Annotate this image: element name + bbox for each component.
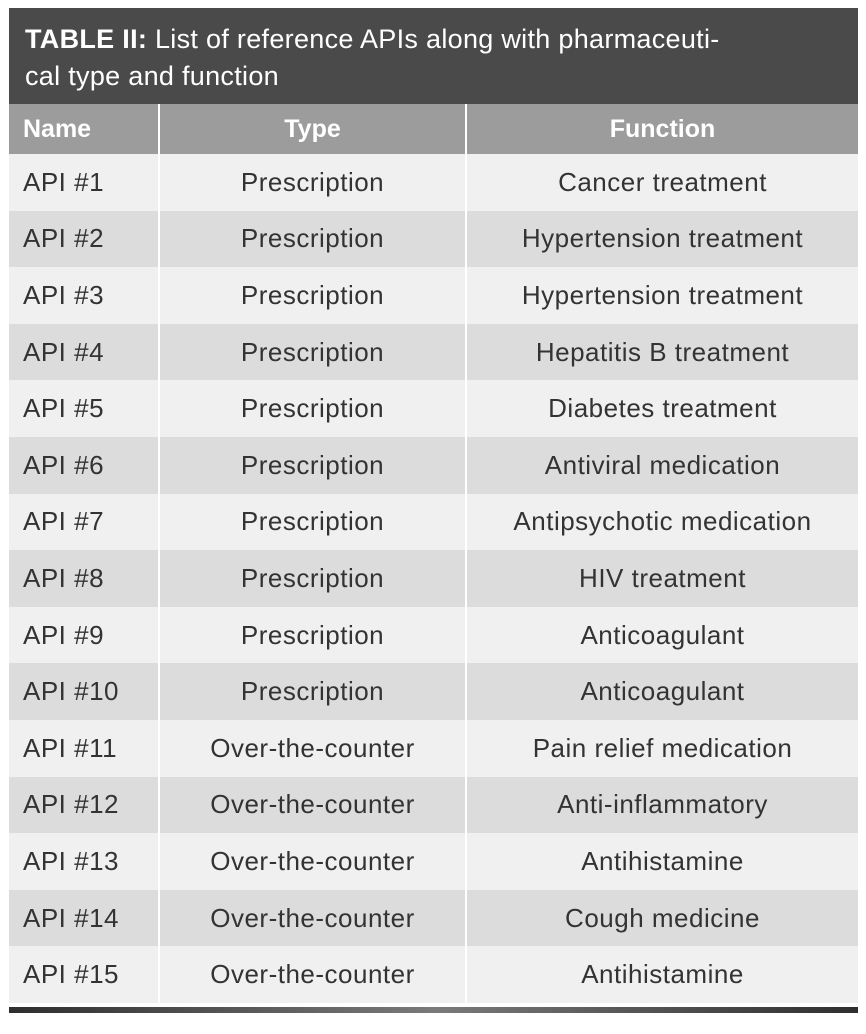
table-title-line2: cal type and function [25, 61, 279, 91]
header-row [9, 104, 858, 154]
cell-name: API #1 [9, 154, 159, 211]
cell-name: API #12 [9, 777, 159, 834]
cell-type: Prescription [159, 380, 466, 437]
cell-type: Prescription [159, 324, 466, 381]
cell-type: Over-the-counter [159, 777, 466, 834]
cell-function: Antihistamine [466, 946, 858, 1003]
table-title-line1: List of reference APIs along with pharmaceuti- [147, 24, 720, 54]
cell-name: API #13 [9, 833, 159, 890]
cell-type: Over-the-counter [159, 720, 466, 777]
table-row [9, 946, 858, 1003]
cell-function: Antihistamine [466, 833, 858, 890]
table-row [9, 267, 858, 324]
cell-type: Prescription [159, 663, 466, 720]
api-reference-table [9, 8, 858, 1013]
cell-name: API #10 [9, 663, 159, 720]
cell-name: API #7 [9, 494, 159, 551]
cell-name: API #5 [9, 380, 159, 437]
cell-type: Prescription [159, 211, 466, 268]
table-row [9, 437, 858, 494]
cell-name: API #8 [9, 550, 159, 607]
cell-function: HIV treatment [466, 550, 858, 607]
table-row [9, 380, 858, 437]
cell-function: Cancer treatment [466, 154, 858, 211]
cell-name: API #3 [9, 267, 159, 324]
table-row [9, 890, 858, 947]
data-table [9, 104, 858, 1003]
cell-name: API #14 [9, 890, 159, 947]
table-row [9, 777, 858, 834]
table-row [9, 720, 858, 777]
column-header-function: Function [466, 104, 858, 154]
table-row [9, 494, 858, 551]
table-row [9, 607, 858, 664]
table-row [9, 324, 858, 381]
cell-function: Antipsychotic medication [466, 494, 858, 551]
table-row [9, 154, 858, 211]
cell-name: API #15 [9, 946, 159, 1003]
table-title-label: TABLE II: [25, 24, 148, 54]
cell-function: Anti-inflammatory [466, 777, 858, 834]
table-row [9, 211, 858, 268]
cell-function: Hypertension treatment [466, 211, 858, 268]
column-header-type: Type [159, 104, 466, 154]
cell-function: Hepatitis B treatment [466, 324, 858, 381]
cell-type: Prescription [159, 267, 466, 324]
cell-function: Cough medicine [466, 890, 858, 947]
cell-function: Pain relief medication [466, 720, 858, 777]
cell-name: API #4 [9, 324, 159, 381]
cell-name: API #9 [9, 607, 159, 664]
cell-type: Prescription [159, 494, 466, 551]
bottom-rule [9, 1007, 858, 1013]
cell-function: Hypertension treatment [466, 267, 858, 324]
cell-type: Over-the-counter [159, 890, 466, 947]
cell-type: Prescription [159, 550, 466, 607]
cell-name: API #6 [9, 437, 159, 494]
cell-type: Over-the-counter [159, 946, 466, 1003]
cell-type: Prescription [159, 437, 466, 494]
cell-type: Prescription [159, 607, 466, 664]
cell-function: Antiviral medication [466, 437, 858, 494]
table-row [9, 663, 858, 720]
table-row [9, 550, 858, 607]
column-header-name: Name [9, 104, 159, 154]
cell-function: Anticoagulant [466, 607, 858, 664]
cell-function: Anticoagulant [466, 663, 858, 720]
cell-function: Diabetes treatment [466, 380, 858, 437]
table-title [9, 8, 858, 104]
table-row [9, 833, 858, 890]
cell-type: Prescription [159, 154, 466, 211]
cell-type: Over-the-counter [159, 833, 466, 890]
cell-name: API #2 [9, 211, 159, 268]
cell-name: API #11 [9, 720, 159, 777]
